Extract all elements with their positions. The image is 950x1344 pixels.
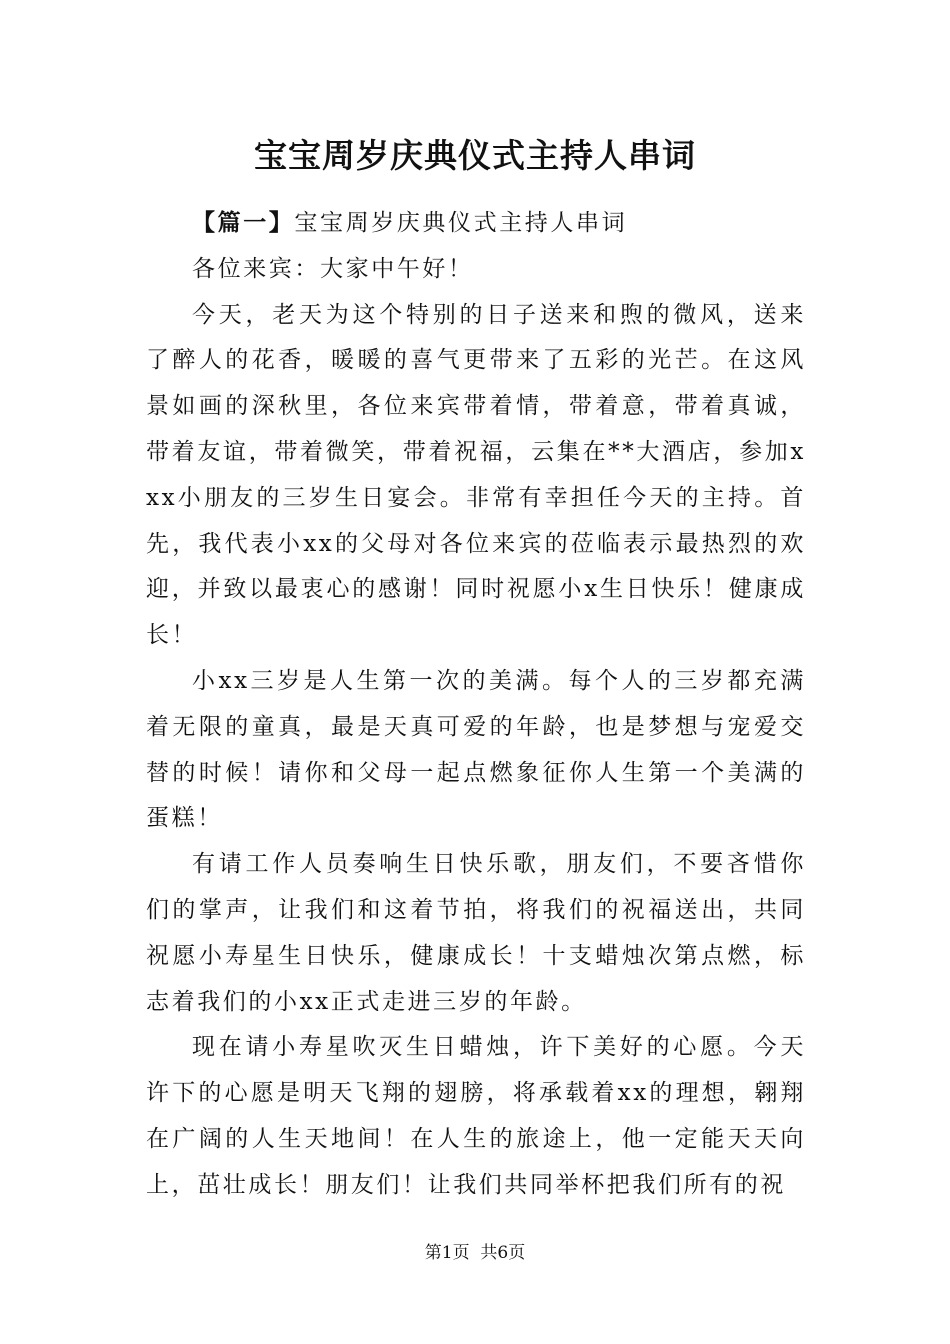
section-heading-text: 宝宝周岁庆典仪式主持人串词: [294, 210, 628, 236]
paragraph-third-birthday: 小xx三岁是人生第一次的美满。每个人的三岁都充满着无限的童真，最是天真可爱的年龄，也是梦想与宠爱交替的时候！请你和父母一起点燃象征你人生第一个美满的蛋糕！: [146, 667, 806, 832]
page-total: 共6页: [480, 1243, 526, 1263]
paragraph-greeting: 各位来宾：大家中午好！: [192, 255, 474, 282]
paragraph-birthday-song: 有请工作人员奏响生日快乐歌，朋友们，不要吝惜你们的掌声，让我们和这着节拍，将我们的祝福送出，共同祝愿小寿星生日快乐，健康成长！十支蜡烛次第点燃，标志着我们的小xx正式走进三岁的年龄。: [146, 851, 806, 1015]
paragraph-opening: 今天，老天为这个特别的日子送来和煦的微风，送来了醉人的花香，暖暖的喜气更带来了五彩的光芒。在这风景如画的深秋里，各位来宾带着情，带着意，带着真诚，带着友谊，带着微笑，带着祝福，云集在**大酒店，参加xxx小朋友的三岁生日宴会。非常有幸担任今天的主持。首先，我代表小xx的父母对各位来宾的莅临表示最热烈的欢迎，并致以最衷心的感谢！同时祝愿小x生日快乐！健康成长！: [146, 301, 806, 649]
paragraph-wishes: 现在请小寿星吹灭生日蜡烛，许下美好的心愿。今天许下的心愿是明天飞翔的翅膀，将承载着xx的理想，翱翔在广阔的人生天地间！在人生的旅途上，他一定能天天向上，茁壮成长！朋友们！让我们共同举杯把我们所有的祝: [146, 1034, 806, 1198]
document-title: 宝宝周岁庆典仪式主持人串词: [254, 136, 696, 175]
document-body: [146, 200, 806, 1209]
page-number: 第1页: [424, 1243, 470, 1263]
section-heading: [146, 200, 806, 247]
section-heading-label: 【篇一】: [192, 209, 295, 236]
page-footer: [0, 1241, 950, 1265]
